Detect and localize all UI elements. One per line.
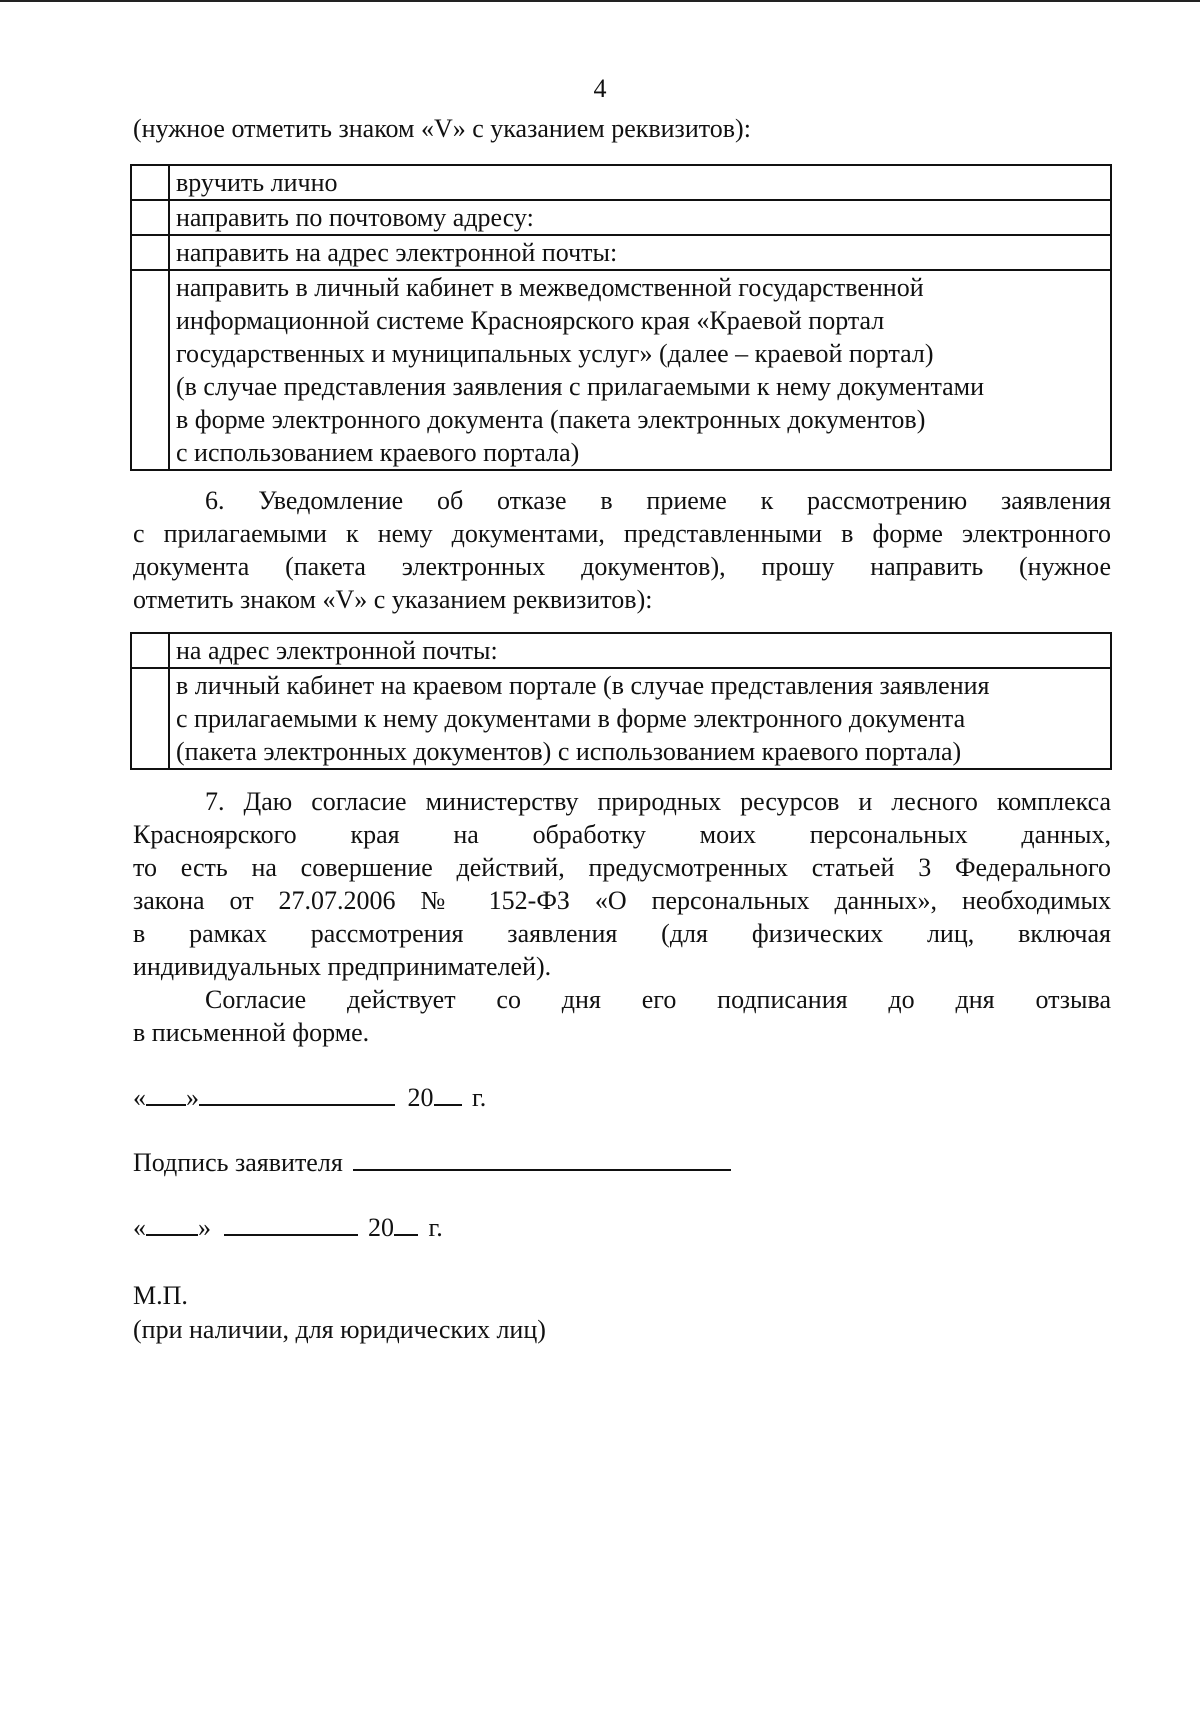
consent-line: в письменной форме. (133, 1018, 370, 1047)
checkbox-cell[interactable] (131, 235, 169, 270)
year-suffix: г. (472, 1083, 487, 1112)
option-text: направить в личный кабинет в межведомственной государственной информационной системе Красноярского края «Краевой портал государственных и муниципальных услуг» (далее – краевой портал) (в случае представления заявления с прилагаемыми к нему документами в форме электронного документа (пакета электронных документов) с использованием краевого портала) (169, 270, 1111, 470)
option-text: в личный кабинет на краевом портале (в случае представления заявления с прилагаемыми к нему документами в форме электронного документа (пакета электронных документов) с использованием краевого портала) (169, 668, 1111, 769)
table-row (131, 633, 1111, 668)
year-prefix: 20 (368, 1213, 394, 1242)
checkbox-cell[interactable] (131, 633, 169, 668)
table-row (131, 668, 1111, 769)
section5-tail: (нужное отметить знаком «V» с указанием реквизитов): (133, 114, 751, 143)
date-line-2 (133, 1210, 443, 1244)
quote-open: « (133, 1083, 146, 1112)
table-row (131, 200, 1111, 235)
section7-line: 7. Даю согласие министерству природных ресурсов и лесного комплекса (205, 787, 1111, 816)
year-field[interactable] (394, 1210, 418, 1236)
checkbox-cell[interactable] (131, 270, 169, 470)
section6-line: документа (пакета электронных документов), прошу направить (нужное (133, 552, 1111, 581)
section7-line: закона от 27.07.2006 № 152-ФЗ «О персональных данных», необходимых (133, 886, 1111, 915)
table-row (131, 270, 1111, 470)
section7-line: в рамках рассмотрения заявления (для физических лиц, включая (133, 919, 1111, 948)
year-prefix: 20 (407, 1083, 434, 1112)
checkbox-cell[interactable] (131, 200, 169, 235)
signature-field[interactable] (353, 1145, 731, 1171)
scan-top-edge (0, 0, 1200, 2)
consent-line: Согласие действует со дня его подписания до дня отзыва (205, 985, 1111, 1014)
year-field[interactable] (434, 1080, 462, 1106)
stamp-note: (при наличии, для юридических лиц) (133, 1315, 546, 1344)
table-row (131, 165, 1111, 200)
quote-open: « (133, 1213, 146, 1242)
option-text: направить по почтовому адресу: (169, 200, 1111, 235)
section6-line: 6. Уведомление об отказе в приеме к рассмотрению заявления (205, 486, 1111, 515)
option-text: вручить лично (169, 165, 1111, 200)
refusal-notice-options-table (130, 632, 1112, 770)
delivery-options-table (130, 164, 1112, 471)
month-field[interactable] (199, 1080, 395, 1106)
quote-close: » (198, 1213, 211, 1242)
option-text: направить на адрес электронной почты: (169, 235, 1111, 270)
month-field[interactable] (224, 1210, 358, 1236)
day-field[interactable] (146, 1080, 186, 1106)
checkbox-cell[interactable] (131, 165, 169, 200)
year-suffix: г. (428, 1213, 443, 1242)
quote-close: » (186, 1083, 199, 1112)
signature-label: Подпись заявителя (133, 1148, 343, 1177)
signature-line (133, 1145, 731, 1179)
checkbox-cell[interactable] (131, 668, 169, 769)
section7-line: индивидуальных предпринимателей). (133, 952, 552, 981)
section7-line: то есть на совершение действий, предусмотренных статьей 3 Федерального (133, 853, 1111, 882)
page-number: 4 (593, 74, 607, 103)
option-text: на адрес электронной почты: (169, 633, 1111, 668)
stamp-label: М.П. (133, 1281, 188, 1310)
section6-line: с прилагаемыми к нему документами, представленными в форме электронного (133, 519, 1111, 548)
date-line-1 (133, 1080, 486, 1114)
table-row (131, 235, 1111, 270)
section7-line: Красноярского края на обработку моих персональных данных, (133, 820, 1111, 849)
section6-line: отметить знаком «V» с указанием реквизитов): (133, 585, 653, 614)
day-field[interactable] (146, 1210, 198, 1236)
